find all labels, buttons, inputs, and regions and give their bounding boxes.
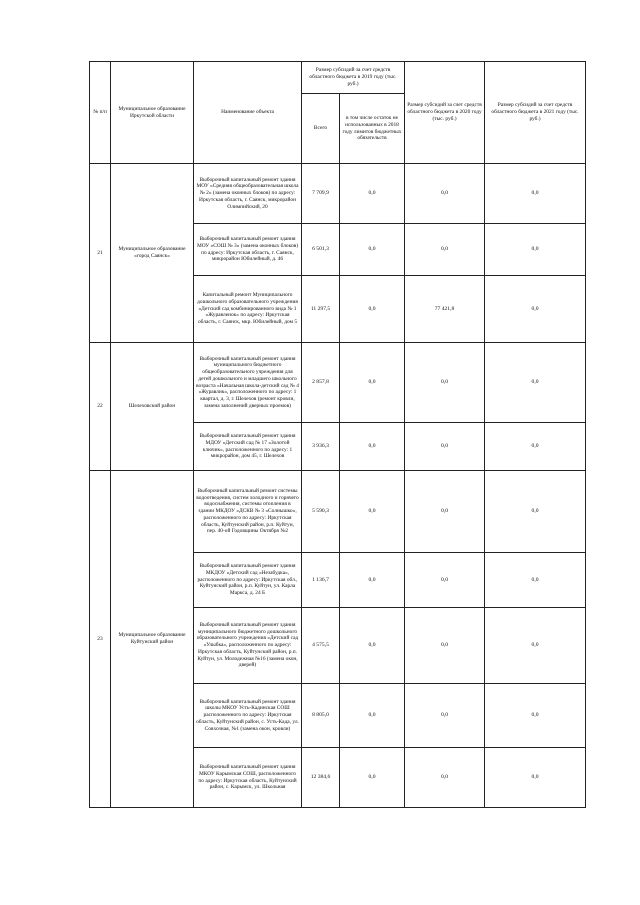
unused-2018: 0,0	[340, 748, 405, 808]
unused-2018: 0,0	[340, 684, 405, 748]
object-name: Выборочный капитальный ремонт здания МОУ «Средняя общеобразовательная школа № 2» (замена оконных блоков) по адресу: Иркутская область, г. Саянск, микрорайон Олимпийский, 20	[194, 164, 302, 224]
subsidy-table	[89, 61, 586, 808]
header-num: № п/п	[90, 62, 111, 164]
object-name: Выборочный капитальный ремонт здания МОУ «СОШ № 3» (замена оконных блоков) по адресу: Иркутская область, г. Саянск, микрорайон Юбилейный, д. 46	[194, 224, 302, 276]
header-2019-group: Размер субсидий за счет средств областного бюджета в 2019 году (тыс. руб.)	[302, 62, 405, 94]
unused-2018: 0,0	[340, 553, 405, 608]
object-name: Выборочный капитальный ремонт здания МКДОУ «Детский сад «Незабудка», расположенного по адресу: Иркутская обл., Куйтунский район, р.п. Куйтун, ул. Карла Маркса, д. 24 Б	[194, 553, 302, 608]
header-municipality: Муниципальное образование Иркутской области	[111, 62, 194, 164]
total-2019: 4 575,5	[302, 608, 340, 684]
total-2019: 8 805,0	[302, 684, 340, 748]
total-2019: 5 590,3	[302, 471, 340, 553]
subsidy-2020: 0,0	[405, 608, 485, 684]
group-num: 22	[90, 343, 111, 471]
unused-2018: 0,0	[340, 423, 405, 471]
subsidy-2021: 0,0	[485, 423, 586, 471]
subsidy-2021: 0,0	[485, 164, 586, 224]
group-num: 23	[90, 471, 111, 808]
subsidy-2021: 0,0	[485, 224, 586, 276]
unused-2018: 0,0	[340, 343, 405, 423]
subsidy-2020: 0,0	[405, 224, 485, 276]
subsidy-2020: 0,0	[405, 684, 485, 748]
object-name: Выборочный капитальный ремонт системы водоотведения, систем холодного и горячего водоснабжения, системы отопления в здании МКДОУ «ДСКВ № 3 «Солнышко», расположенного по адресу: Иркутская область, Куйтунский район, р.п. Куйтун, пер. 40-ой Годовщины Октября №2	[194, 471, 302, 553]
total-2019: 2 857,8	[302, 343, 340, 423]
object-name: Капитальный ремонт Муниципального дошкольного образовательного учреждения «Детский сад комбинированного вида № 1 «Журавленок» по адресу: Иркутская область, г. Саянск, мкр. Юбилейный, дом 5	[194, 276, 302, 343]
unused-2018: 0,0	[340, 608, 405, 684]
subsidy-2020: 77 421,8	[405, 276, 485, 343]
subsidy-2020: 0,0	[405, 553, 485, 608]
header-2019-total: Всего	[302, 94, 340, 164]
subsidy-2020: 0,0	[405, 471, 485, 553]
header-2021: Размер субсидий за счет средств областного бюджета в 2021 году (тыс. руб.)	[485, 62, 586, 164]
subsidy-2021: 0,0	[485, 343, 586, 423]
subsidy-2021: 0,0	[485, 276, 586, 343]
group-municipality: Муниципальное образование «город Саянск»	[111, 164, 194, 343]
subsidy-2020: 0,0	[405, 343, 485, 423]
object-name: Выборочный капитальный ремонт здания муниципального бюджетного общеобразовательного учреждения для детей дошкольного и младшего школьного возраста «Начальная школа-детский сад № 4 «Журавлик», расположенного по адресу: 1 квартал, д. 3, г. Шелехов (ремонт кровли, замена заполнений дверных проемов)	[194, 343, 302, 423]
total-2019: 11 297,5	[302, 276, 340, 343]
group-municipality: Шелеховский район	[111, 343, 194, 471]
group-num: 21	[90, 164, 111, 343]
object-name: Выборочный капитальный ремонт здания муниципального бюджетного дошкольного образовательного учреждения «Детский сад «Улыбка», расположенного по адресу: Иркутская область, Куйтунский район, р.п. Куйтун, ул. Молодежная №16 (замена окон, дверей)	[194, 608, 302, 684]
header-object: Наименование объекта	[194, 62, 302, 164]
unused-2018: 0,0	[340, 471, 405, 553]
total-2019: 1 136,7	[302, 553, 340, 608]
unused-2018: 0,0	[340, 224, 405, 276]
header-2020: Размер субсидий за счет средств областного бюджета в 2020 году (тыс. руб.)	[405, 62, 485, 164]
subsidy-2021: 0,0	[485, 684, 586, 748]
subsidy-2020: 0,0	[405, 423, 485, 471]
total-2019: 12 384,6	[302, 748, 340, 808]
table-row	[90, 164, 586, 224]
subsidy-2021: 0,0	[485, 608, 586, 684]
group-municipality: Муниципальное образование Куйтунский район	[111, 471, 194, 808]
table-row	[90, 343, 586, 423]
subsidy-2020: 0,0	[405, 748, 485, 808]
object-name: Выборочный капитальный ремонт здания МДОУ «Детский сад № 17 «Золотой ключик», расположенного по адресу: 1 микрорайон, дом 45, г. Шелехов	[194, 423, 302, 471]
subsidy-2021: 0,0	[485, 748, 586, 808]
total-2019: 7 709,9	[302, 164, 340, 224]
unused-2018: 0,0	[340, 164, 405, 224]
object-name: Выборочный капитальный ремонт здания школы МКОУ Усть-Кадинская СОШ расположенного по адресу: Иркутская область, Куйтунский район, с. Усть-Када, ул. Совхозная, №1 (замена окон, кровли)	[194, 684, 302, 748]
subsidy-2021: 0,0	[485, 553, 586, 608]
object-name: Выборочный капитальный ремонт здания МКОУ Карымская СОШ, расположенного по адресу: Иркутская область, Куйтунский район, с. Карымск, ул. Школьная	[194, 748, 302, 808]
subsidy-2021: 0,0	[485, 471, 586, 553]
total-2019: 3 936,3	[302, 423, 340, 471]
unused-2018: 0,0	[340, 276, 405, 343]
subsidy-2020: 0,0	[405, 164, 485, 224]
header-2019-unused: в том числе остаток не использованных в 2018 году лимитов бюджетных обязательств	[340, 94, 405, 164]
total-2019: 6 501,3	[302, 224, 340, 276]
table-row	[90, 471, 586, 553]
